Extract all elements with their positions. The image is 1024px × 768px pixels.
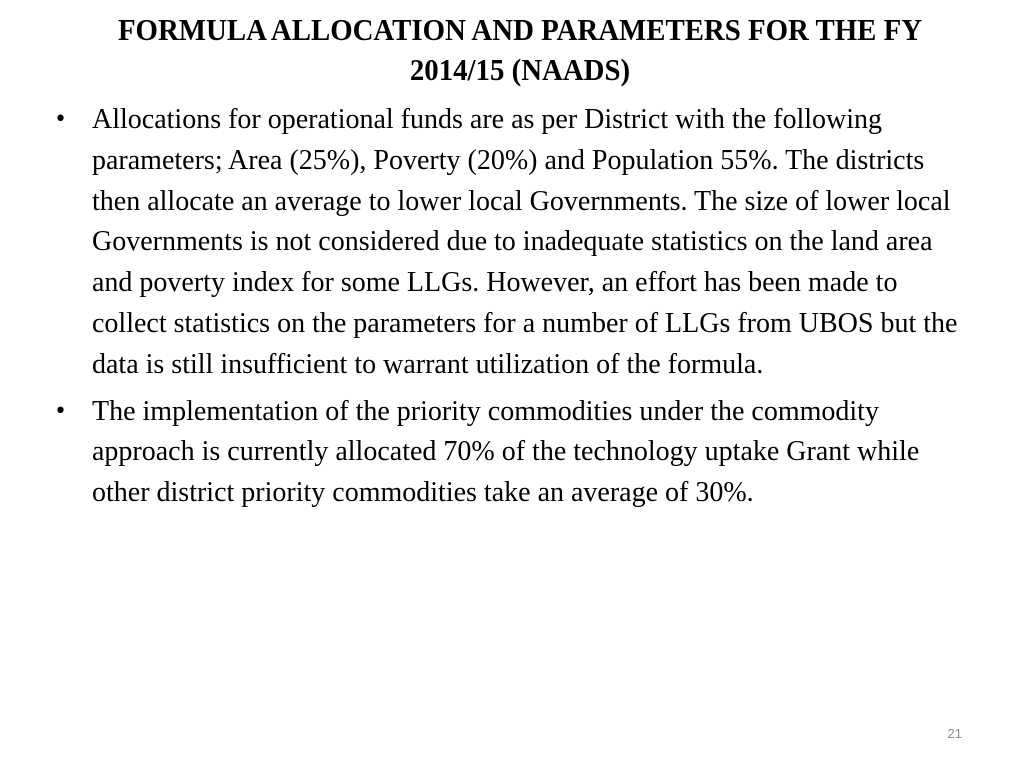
bullet-marker: • bbox=[54, 107, 67, 132]
bullet-item bbox=[50, 392, 965, 514]
bullet-list bbox=[50, 100, 965, 520]
bullet-text-allocations: Allocations for operational funds are as per District with the following parameters; Area (25%), Poverty (20%) and Population 55%. The districts then allocate an average to lower local Governments. The size of lower local Governments is not considered due to inadequate statistics on the land area and poverty index for some LLGs. However, an effort has been made to collect statistics on the parameters for a number of LLGs from UBOS but the data is still insufficient to warrant utilization of the formula. bbox=[92, 104, 958, 380]
bullet-item bbox=[50, 100, 965, 386]
slide-title: FORMULA ALLOCATION AND PARAMETERS FOR THE FY 2014/15 (NAADS) bbox=[117, 12, 923, 87]
page-number: 21 bbox=[947, 726, 962, 741]
bullet-text-implementation: The implementation of the priority commodities under the commodity approach is currently allocated 70% of the technology uptake Grant while other district priority commodities take an average of 30%. bbox=[92, 395, 920, 509]
bullet-marker: • bbox=[54, 398, 67, 424]
